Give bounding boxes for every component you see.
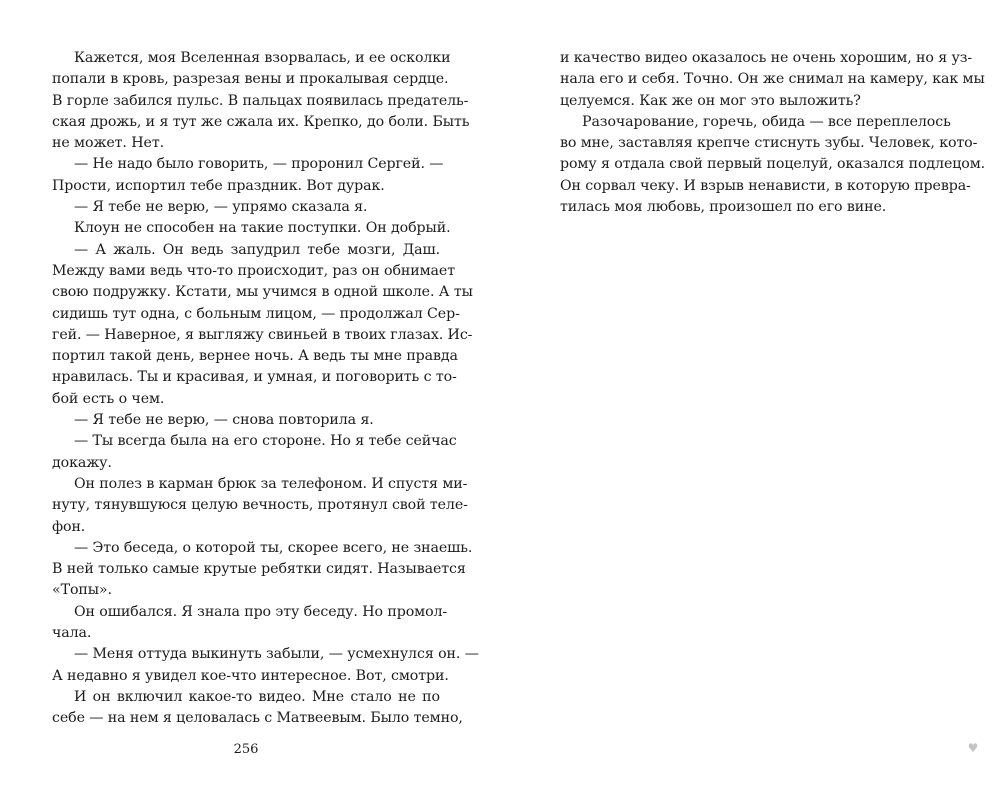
text-line: — Не надо было говорить, — проронил Сергей. — [74, 156, 444, 173]
text-line: гей. — Наверное, я выгляжу свиньей в твоих глазах. Ис- [52, 326, 473, 343]
text-line: Клоун не способен на такие поступки. Он добрый. [74, 220, 451, 237]
text-line: бой есть о чем. [52, 390, 165, 407]
text-line: и качество видео оказалось не очень хорошим, но я уз- [560, 50, 973, 66]
text-line: фон. [52, 518, 86, 535]
text-line: портил такой день, вернее ночь. А ведь ты мне правда [52, 348, 458, 365]
text-line: чала. [52, 625, 92, 642]
text-line: — Я тебе не верю, — упрямо сказала я. [74, 199, 368, 216]
text-line: Кажется, моя Вселенная взорвалась, и ее осколки [74, 50, 451, 66]
page-number: 256 [233, 742, 259, 757]
text-line: себе — на нем я целовалась с Матвеевым. Было темно, [52, 710, 463, 727]
text-line: — Это беседа, о которой ты, скорее всего, не знаешь. [74, 539, 473, 556]
right-page [560, 48, 986, 218]
heart-icon: ♥ [967, 741, 979, 755]
text-line: рому я отдала свой первый поцелуй, оказался подлецом. [560, 156, 986, 173]
text-line: Разочарование, горечь, обида — все переплелось [582, 113, 951, 130]
text-line: Он ошибался. Я знала про эту беседу. Но промол- [74, 603, 448, 620]
text-line: сидишь тут одна, с больным лицом, — продолжал Сер- [52, 305, 460, 322]
text-line: В горле забился пульс. В пальцах появилась предатель- [52, 92, 469, 109]
text-line: нуту, тянувшуюся целую вечность, протянул свой теле- [52, 497, 468, 514]
left-page [52, 48, 479, 730]
text-line: во мне, заставляя крепче стиснуть зубы. Человек, кото- [560, 135, 978, 152]
text-line: ская дрожь, и я тут же сжала их. Крепко, до боли. Быть [52, 113, 470, 130]
text-line: И он включил какое-то видео. Мне стало не по [74, 688, 440, 705]
text-line: докажу. [52, 454, 112, 471]
text-line: А недавно я увидел кое-что интересное. Вот, смотри. [52, 667, 449, 684]
text-line: попали в кровь, разрезая вены и прокалывая сердце. [52, 71, 449, 88]
text-line: Он полез в карман брюк за телефоном. И спустя ми- [74, 475, 468, 492]
text-line: нала его и себя. Точно. Он же снимал на камеру, как мы [560, 71, 985, 88]
text-line: В ней только самые крутые ребятки сидят. Называется [52, 561, 466, 578]
text-line: нравилась. Ты и красивая, и умная, и поговорить с то- [52, 369, 457, 386]
text-line: «Топы». [52, 582, 112, 599]
text-line: Между вами ведь что-то происходит, раз он обнимает [52, 262, 455, 279]
text-line: Он сорвал чеку. И взрыв ненависти, в которую превра- [560, 177, 971, 194]
text-line: — Меня оттуда выкинуть забыли, — усмехнулся он. — [74, 646, 479, 663]
text-line: не может. Нет. [52, 135, 164, 152]
text-line: тилась моя любовь, произошел по его вине. [560, 199, 887, 216]
text-line: Прости, испортил тебе праздник. Вот дурак. [52, 177, 385, 194]
text-line: — А жаль. Он ведь запудрил тебе мозги, Даш. [74, 241, 440, 258]
text-line: — Ты всегда была на его стороне. Но я тебе сейчас [74, 433, 457, 450]
text-line: — Я тебе не верю, — снова повторила я. [74, 412, 374, 429]
text-line: свою подружку. Кстати, мы учимся в одной школе. А ты [52, 284, 473, 301]
text-line: целуемся. Как же он мог это выложить? [560, 92, 861, 109]
